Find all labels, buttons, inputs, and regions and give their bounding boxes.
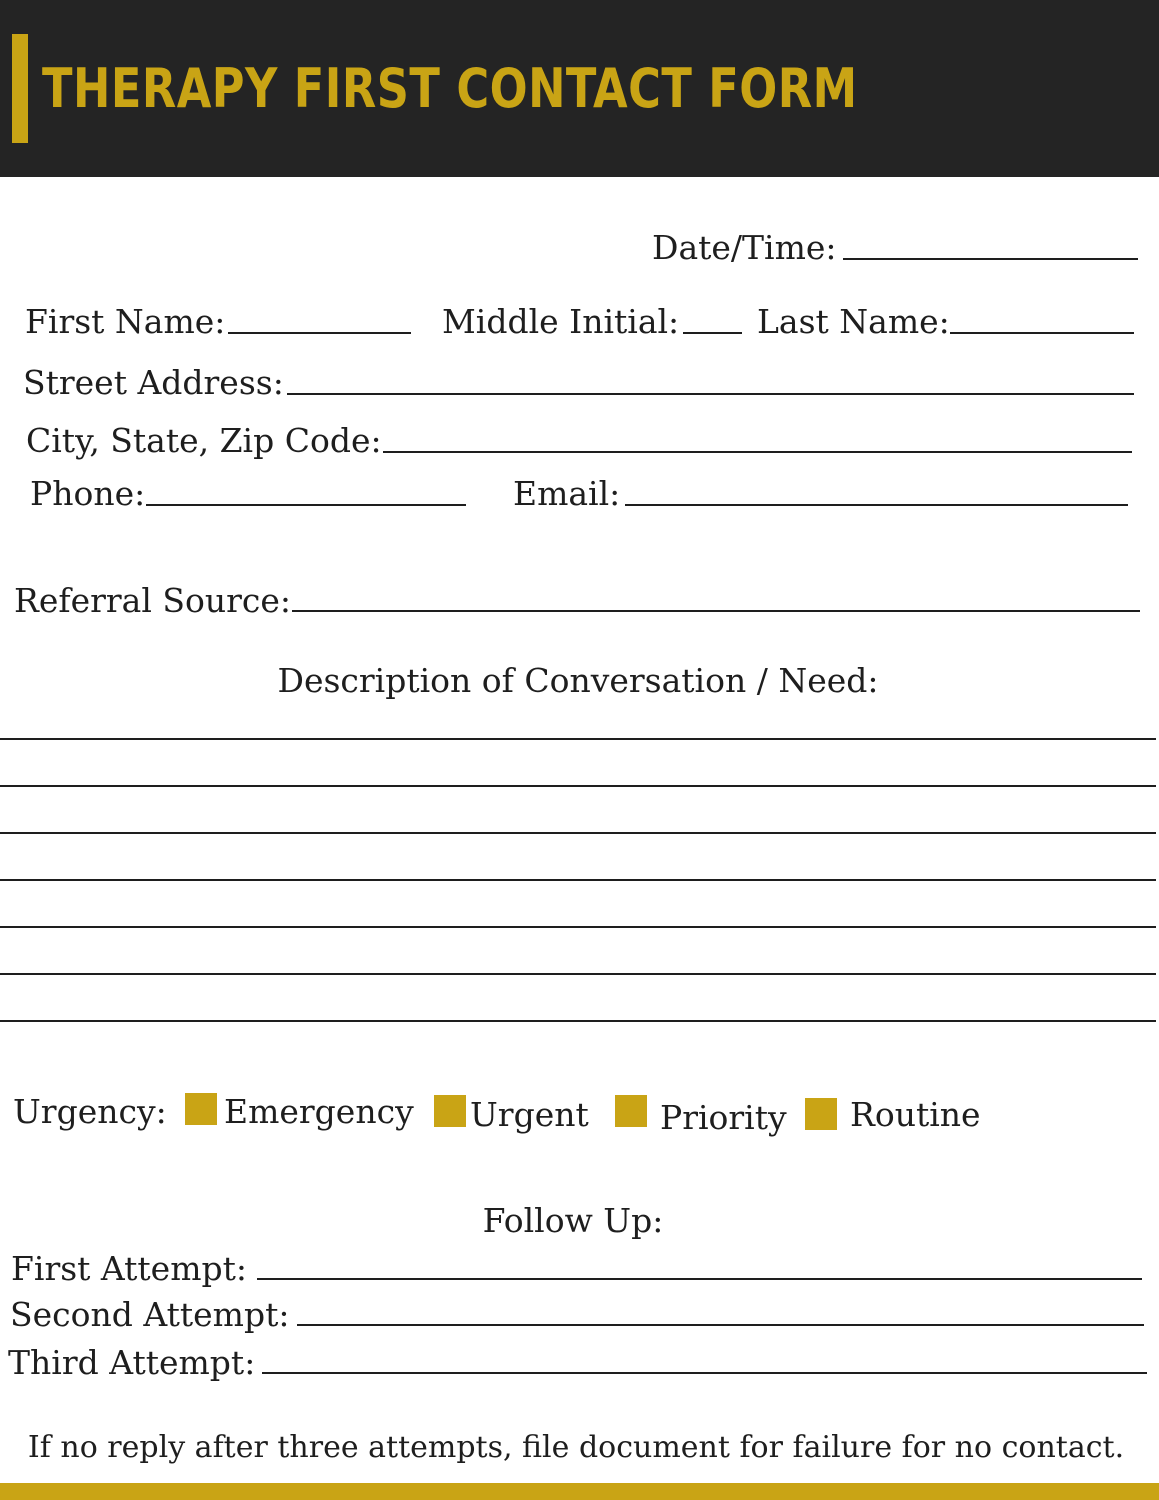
city-state-zip-label: City, State, Zip Code: [26, 421, 382, 460]
first-name-label: First Name: [25, 302, 226, 341]
second-attempt-label: Second Attempt: [10, 1295, 290, 1334]
middle-initial-label: Middle Initial: [442, 302, 680, 341]
referral-source-label: Referral Source: [14, 581, 292, 620]
second-attempt-field[interactable] [297, 1324, 1144, 1326]
urgent-checkbox[interactable] [434, 1095, 466, 1127]
third-attempt-label: Third Attempt: [8, 1343, 256, 1382]
phone-label: Phone: [30, 474, 146, 513]
first-attempt-label: First Attempt: [11, 1249, 248, 1288]
description-line[interactable] [0, 832, 1156, 834]
routine-checkbox[interactable] [805, 1098, 837, 1130]
routine-option-label: Routine [850, 1095, 981, 1134]
description-line[interactable] [0, 879, 1156, 881]
description-line[interactable] [0, 973, 1156, 975]
referral-source-field[interactable] [292, 610, 1140, 612]
date-time-label: Date/Time: [652, 228, 837, 267]
form-title: THERAPY FIRST CONTACT FORM [42, 57, 858, 120]
street-address-label: Street Address: [23, 363, 284, 402]
description-heading: Description of Conversation / Need: [277, 661, 879, 700]
email-label: Email: [513, 474, 621, 513]
middle-initial-field[interactable] [683, 332, 742, 334]
email-field[interactable] [625, 504, 1128, 506]
description-line[interactable] [0, 738, 1156, 740]
emergency-checkbox[interactable] [185, 1093, 217, 1125]
last-name-label: Last Name: [757, 302, 950, 341]
third-attempt-field[interactable] [262, 1372, 1147, 1374]
phone-field[interactable] [146, 504, 466, 506]
street-address-field[interactable] [287, 393, 1134, 395]
description-line[interactable] [0, 1020, 1156, 1022]
first-attempt-field[interactable] [257, 1278, 1142, 1280]
form-header [0, 0, 1159, 177]
footer-accent-bar [0, 1483, 1159, 1500]
urgency-label: Urgency: [13, 1092, 167, 1131]
first-name-field[interactable] [228, 332, 411, 334]
emergency-option-label: Emergency [224, 1092, 414, 1131]
follow-up-heading: Follow Up: [482, 1201, 664, 1240]
footer-note: If no reply after three attempts, file document for failure for no contact. [27, 1430, 1125, 1465]
priority-checkbox[interactable] [615, 1095, 647, 1127]
urgent-option-label: Urgent [470, 1095, 589, 1134]
description-line[interactable] [0, 785, 1156, 787]
description-line[interactable] [0, 926, 1156, 928]
date-time-field[interactable] [843, 258, 1138, 260]
last-name-field[interactable] [950, 332, 1134, 334]
priority-option-label: Priority [660, 1098, 787, 1137]
header-accent-bar [12, 34, 28, 143]
city-state-zip-field[interactable] [383, 451, 1132, 453]
